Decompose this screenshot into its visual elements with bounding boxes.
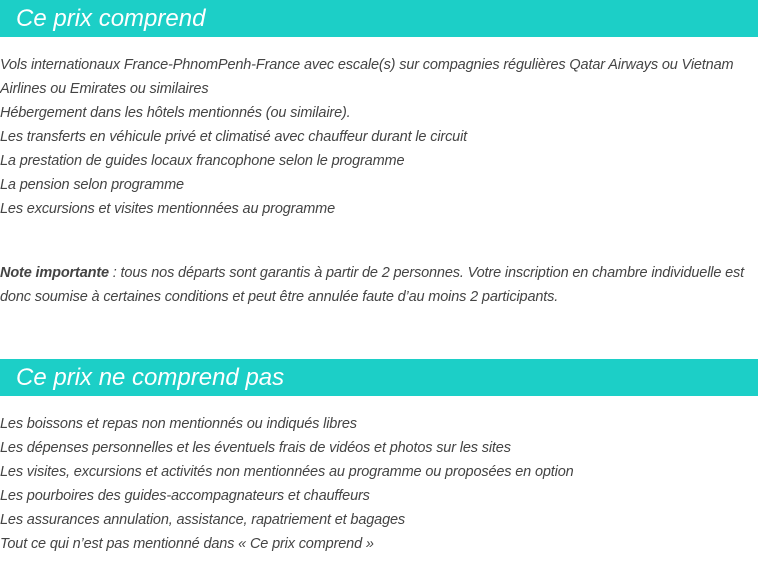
excludes-item-tips: Les pourboires des guides-accompagnateurs et chauffeurs bbox=[0, 488, 370, 504]
excludes-item-drinks: Les boissons et repas non mentionnés ou indiqués libres bbox=[0, 416, 357, 432]
important-note-text: : tous nos départs sont garantis à partir de 2 personnes. Votre inscription en chambre individuelle est donc soumise à certaines conditions et peut être annulée faute d’au moins 2 participants. bbox=[0, 265, 745, 305]
excludes-item-other: Tout ce qui n’est pas mentionné dans « Ce prix comprend » bbox=[0, 536, 374, 552]
includes-item-hotels: Hébergement dans les hôtels mentionnés (ou similaire). bbox=[0, 105, 351, 121]
includes-item-flights: Vols internationaux France-PhnomPenh-France avec escale(s) sur compagnies régulières Qatar Airways ou Vietnam Airlines ou Emirates ou similaires bbox=[0, 57, 734, 97]
includes-list bbox=[0, 53, 752, 221]
excludes-item-insurance: Les assurances annulation, assistance, rapatriement et bagages bbox=[0, 512, 406, 528]
section-title-includes: Ce prix comprend bbox=[0, 0, 758, 37]
excludes-item-personal-expenses: Les dépenses personnelles et les éventuels frais de vidéos et photos sur les sites bbox=[0, 440, 511, 456]
important-note-label: Note importante bbox=[0, 265, 109, 281]
excludes-item-optional-visits: Les visites, excursions et activités non mentionnées au programme ou proposées en option bbox=[0, 464, 574, 480]
includes-item-board: La pension selon programme bbox=[0, 177, 184, 193]
includes-item-transfers: Les transferts en véhicule privé et climatisé avec chauffeur durant le circuit bbox=[0, 129, 468, 145]
section-title-excludes: Ce prix ne comprend pas bbox=[0, 359, 758, 396]
includes-item-guides: La prestation de guides locaux francophone selon le programme bbox=[0, 153, 405, 169]
important-note bbox=[0, 261, 752, 309]
excludes-list bbox=[0, 412, 752, 556]
includes-item-excursions: Les excursions et visites mentionnées au programme bbox=[0, 201, 336, 217]
